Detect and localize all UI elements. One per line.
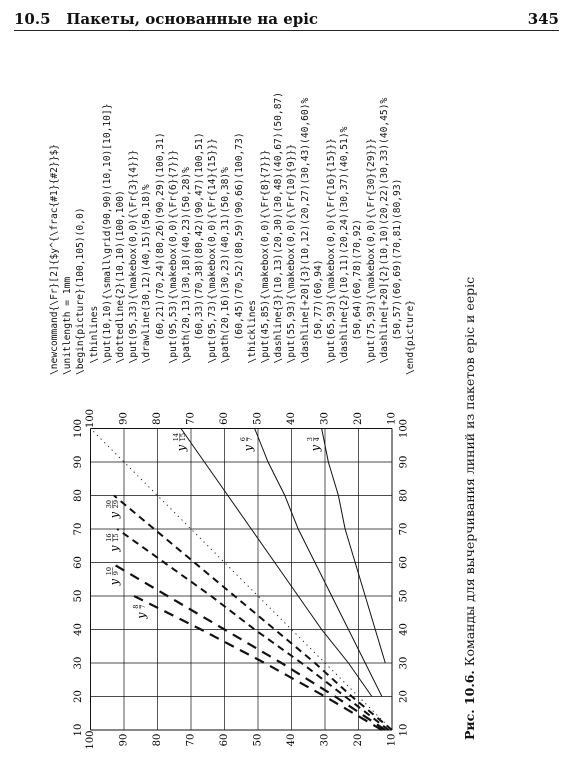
label-denominator: 15: [111, 533, 120, 542]
x-tick-label: 100: [398, 418, 410, 439]
y-tick-label: 90: [118, 412, 130, 425]
curve-label: [105, 533, 121, 552]
label-numerator: 14: [171, 432, 180, 442]
y-tick-label: 40: [286, 733, 297, 747]
x-tick-label: 90: [398, 455, 410, 469]
x-tick-label: 20: [398, 690, 410, 703]
label-denominator: 29: [111, 499, 120, 509]
y-tick-label: 100: [85, 408, 96, 429]
x-tick-label: 60: [398, 556, 410, 569]
label-base: y: [241, 445, 255, 452]
label-base: y: [107, 579, 121, 586]
y-tick-label: 20: [353, 412, 364, 425]
label-numerator: 3: [305, 437, 314, 442]
dotted-line: [91, 429, 393, 731]
x-tick-label: 100: [73, 418, 84, 439]
section-title: Пакеты, основанные на epic: [66, 10, 319, 28]
x-tick-label: 50: [73, 589, 84, 603]
x-tick-label: 50: [398, 589, 410, 603]
code-line: (50,64)(60,78)(70,92): [352, 219, 364, 375]
x-tick-label: 10: [398, 723, 410, 737]
x-tick-label: 90: [73, 455, 84, 469]
code-line: \begin{picture}(100,105)(0,0): [75, 207, 87, 375]
code-line: \end{picture}: [405, 299, 417, 375]
y-tick-label: 30: [319, 733, 331, 747]
curve-label: [105, 567, 121, 586]
figure-caption: [462, 277, 477, 740]
code-line: \put(95,53){\makebox(0,0){\Fr{6}{7}}}: [167, 149, 179, 375]
label-base: y: [107, 545, 121, 552]
y-tick-label: 80: [152, 412, 163, 425]
code-line: (60,21)(70,24)(80,26)(90,29)(100,31): [154, 132, 166, 375]
y-tick-label: 60: [219, 733, 230, 747]
x-tick-label: 40: [398, 623, 410, 636]
section-number: 10.5: [14, 10, 51, 28]
code-line: (60,33)(70,38)(80,42)(90,47)(100,51): [194, 132, 206, 375]
x-tick-label: 60: [73, 556, 84, 569]
code-line: \put(55,93){\makebox(0,0){\Fr{10}{9}}}: [286, 143, 298, 375]
code-line: \dashline[+20]{2}(10,10)(20,22)(30,33)(40,45)%: [378, 97, 390, 375]
code-line: \dashline[+20]{3}(10,12)(20,27)(30,43)(40,60)%: [299, 97, 311, 375]
label-denominator: 4: [312, 437, 321, 442]
y-tick-label: 80: [152, 733, 163, 747]
label-numerator: 30: [104, 499, 113, 509]
label-base: y: [134, 612, 148, 619]
code-line: \put(75,93){\makebox(0,0){\Fr{30}{29}}}: [365, 138, 377, 375]
curve-label: [306, 437, 322, 452]
caption-label: Рис. 10.6.: [462, 670, 477, 740]
code-line: \drawline(30,12)(40,15)(50,18)%: [141, 184, 153, 375]
page-number: 345: [527, 10, 559, 28]
x-tick-label: 30: [73, 656, 84, 670]
code-line: \put(95,73){\makebox(0,0){\Fr{14}{15}}}: [207, 138, 219, 375]
code-line: (50,77)(60,94): [312, 259, 324, 375]
y-tick-label: 90: [118, 733, 130, 747]
x-tick-label: 80: [73, 489, 84, 502]
latex-code-listing: [48, 92, 417, 375]
y-tick-label: 70: [185, 412, 197, 425]
code-line: \put(95,33){\makebox(0,0){\Fr{3}{4}}}: [128, 149, 140, 375]
y-tick-label: 50: [252, 412, 264, 425]
y-tick-label: 60: [219, 412, 230, 425]
x-tick-label: 70: [398, 522, 410, 536]
x-tick-label: 70: [73, 522, 84, 536]
label-denominator: 7: [245, 437, 254, 442]
x-tick-label: 20: [73, 690, 84, 703]
curve-label: [132, 605, 148, 620]
y-tick-label: 10: [386, 733, 398, 747]
label-numerator: 10: [104, 566, 113, 576]
code-line: \dottedline{2}(10,10)(100,100): [114, 190, 126, 375]
code-line: (50,57)(60,69)(70,81)(80,93): [391, 178, 403, 375]
label-numerator: 8: [131, 604, 140, 609]
label-denominator: 7: [138, 604, 147, 609]
code-line: \put(45,85){\makebox(0,0){\Fr{8}{7}}}: [260, 149, 271, 375]
label-denominator: 15: [178, 432, 187, 442]
label-numerator: 16: [104, 533, 113, 542]
label-denominator: 9: [111, 571, 120, 576]
y-tick-label: 10: [386, 412, 398, 425]
y-tick-label: 30: [319, 412, 331, 425]
code-line: \thinlines: [88, 305, 100, 375]
caption-text: Команды для вычерчивания линий из пакетов epic и eepic: [462, 276, 477, 667]
label-numerator: 6: [238, 437, 247, 442]
label-base: y: [174, 445, 188, 452]
code-line: \put(65,93){\makebox(0,0){\Fr{16}{15}}}: [325, 138, 337, 375]
code-line: \path(20,16)(30,23)(40,31)(50,38)%: [220, 167, 232, 375]
x-tick-label: 40: [73, 623, 84, 636]
code-line: \path(20,13)(30,18)(40,23)(50,28)%: [180, 167, 192, 375]
code-line: \dashline{2}(10,11)(20,24)(30,37)(40,51)%: [339, 126, 351, 375]
code-line: \unitlength = 1mm: [62, 276, 74, 375]
solid-curve: [322, 429, 386, 664]
code-line: \newcommand{\Fr}[2]{$y^{\frac{#1}{#2}}$}: [49, 143, 60, 375]
code-line: \dashline{3}(10,13)(20,30)(30,48)(40,67)(50,87): [273, 91, 285, 375]
code-line: \put(10,10){\small\grid(90,90)(10,10)[10,10]}: [101, 103, 113, 375]
x-tick-label: 80: [398, 489, 410, 502]
curve-label: [239, 437, 255, 452]
y-tick-label: 70: [185, 733, 197, 747]
code-line: (60,45)(70,52)(80,59)(90,66)(100,73): [233, 132, 245, 375]
y-tick-label: 40: [286, 412, 297, 425]
code-line: \thicklines: [246, 299, 258, 375]
x-tick-label: 30: [398, 656, 410, 670]
curve-label: [105, 500, 121, 519]
label-base: y: [308, 445, 322, 452]
x-tick-label: 10: [73, 723, 84, 737]
y-tick-label: 100: [85, 730, 96, 750]
curve-label: [172, 433, 188, 452]
label-base: y: [107, 512, 121, 519]
dashed-curve: [111, 563, 386, 731]
y-tick-label: 20: [353, 733, 364, 747]
y-tick-label: 50: [252, 733, 264, 747]
